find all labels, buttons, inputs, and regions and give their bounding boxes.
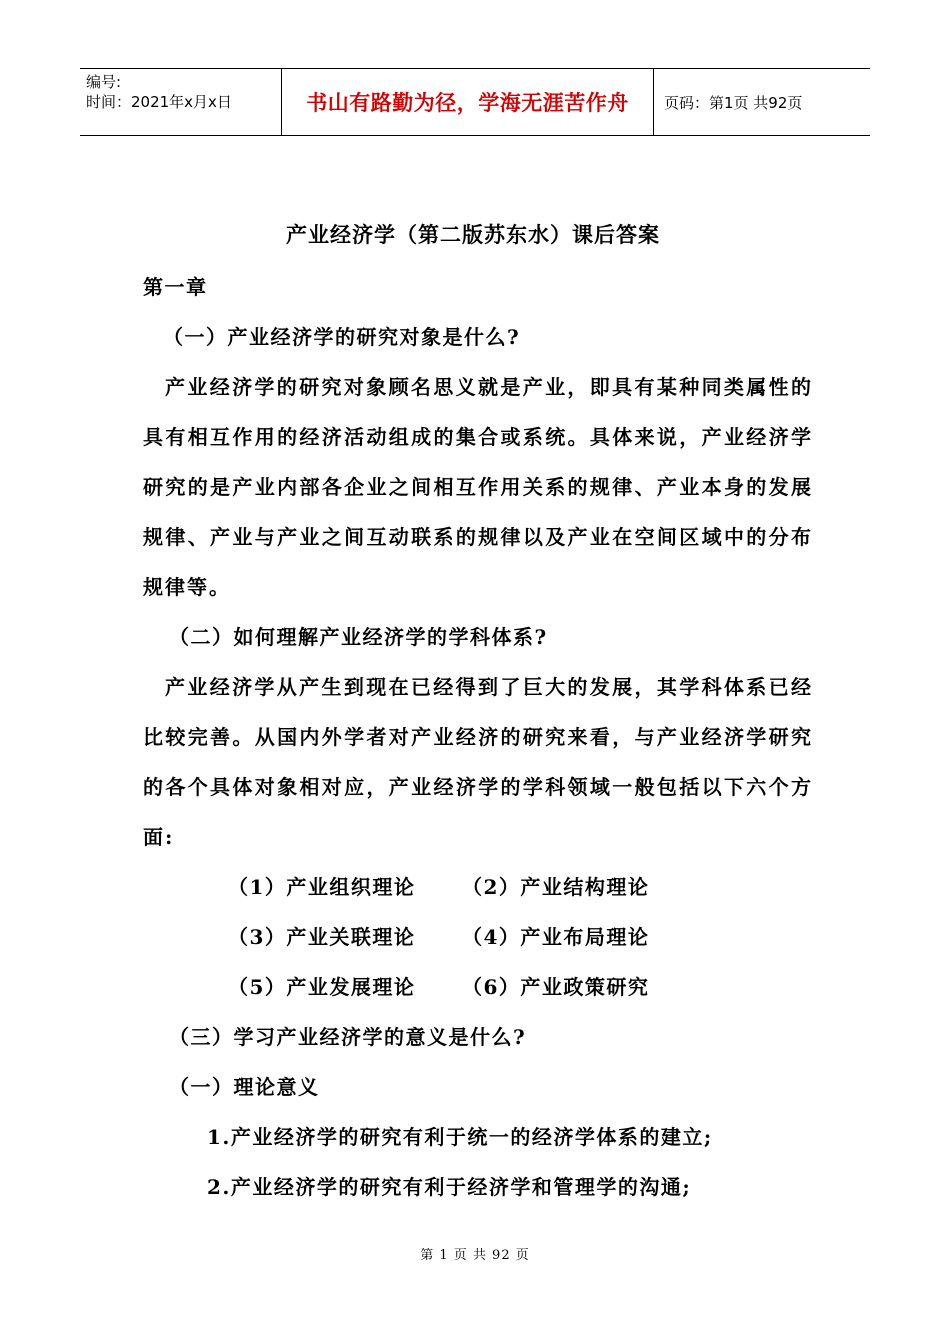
document-title: 产业经济学（第二版苏东水）课后答案 (286, 222, 660, 247)
header-page-info: 页码：第1页 共92页 (664, 93, 803, 112)
subheading-theory: （一）理论意义 (169, 1075, 320, 1099)
header-motto: 书山有路勤为径，学海无涯苦作舟 (282, 69, 654, 135)
page-header-table (80, 68, 870, 136)
field-item: （6）产业政策研究 (462, 975, 650, 999)
number-label: 编号: (86, 73, 122, 91)
point-item: 2.产业经济学的研究有利于经济学和管理学的沟通; (207, 1175, 692, 1199)
question-2: （二）如何理解产业经济学的学科体系? (169, 625, 548, 649)
point-item: 1.产业经济学的研究有利于统一的经济学体系的建立; (207, 1125, 713, 1149)
question-3: （三）学习产业经济学的意义是什么? (169, 1025, 527, 1049)
field-item: （2）产业结构理论 (462, 875, 650, 899)
page-footer: 第 1 页 共 92 页 (420, 1248, 530, 1263)
time-label: 时间：2021年x月x日 (86, 93, 232, 111)
field-item: （1）产业组织理论 (228, 875, 416, 899)
question-1: （一）产业经济学的研究对象是什么? (163, 325, 521, 349)
fields-list (143, 862, 813, 1012)
header-meta (80, 69, 282, 135)
field-item: （3）产业关联理论 (228, 925, 416, 949)
document-body (143, 212, 813, 1212)
answer-1: 产业经济学的研究对象顾名思义就是产业，即具有某种同类属性的具有相互作用的经济活动组成的集合或系统。具体来说，产业经济学研究的是产业内部各企业之间相互作用关系的规律、产业本身的发展规律、产业与产业之间互动联系的规律以及产业在空间区域中的分布规律等。 (143, 375, 813, 599)
answer-2: 产业经济学从产生到现在已经得到了巨大的发展，其学科体系已经比较完善。从国内外学者对产业经济的研究来看，与产业经济学研究的各个具体对象相对应，产业经济学的学科领域一般包括以下六个方面: (143, 675, 813, 849)
field-item: （4）产业布局理论 (462, 925, 650, 949)
field-item: （5）产业发展理论 (228, 975, 416, 999)
chapter-heading: 第一章 (143, 275, 208, 299)
